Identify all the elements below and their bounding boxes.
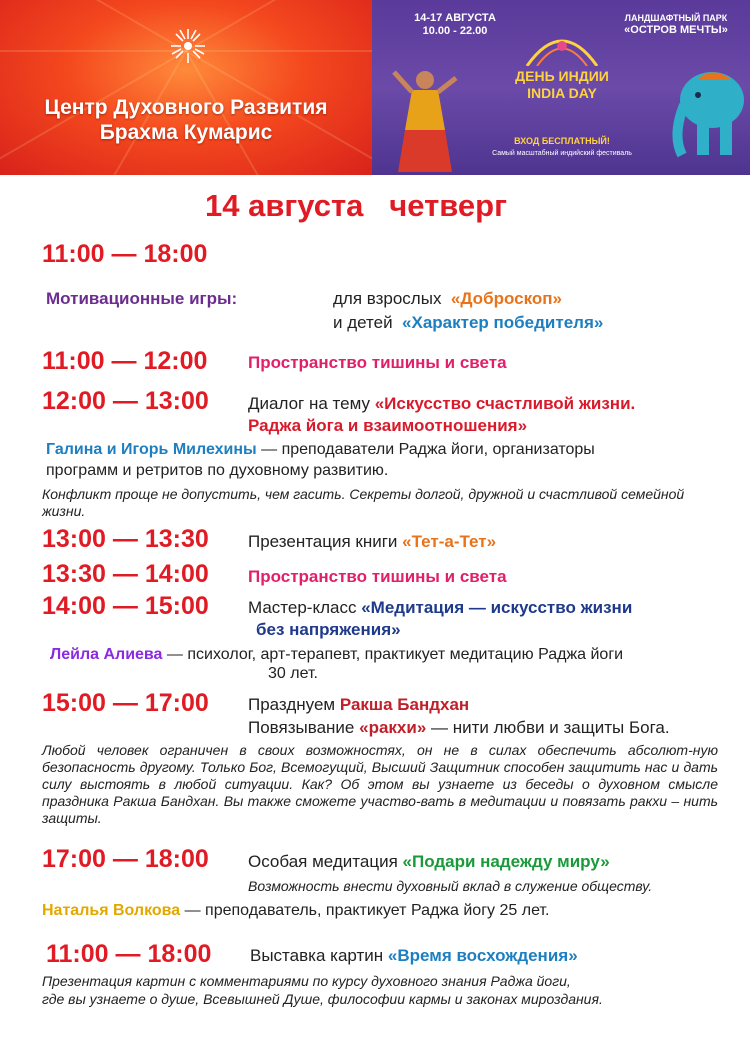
meditation-note: Возможность внести духовный вклад в служение обществу. (248, 878, 653, 894)
brahma-kumaris-logo-icon (170, 28, 206, 64)
center-name-line2: Брахма Кумарис (99, 121, 273, 144)
time-slot-5: 13:30 — 14:00 (42, 560, 209, 588)
venue-line1: ЛАНДШАФТНЫЙ ПАРК (624, 13, 728, 23)
exhibition-prefix: Выставка картин (250, 946, 384, 965)
exhibition-note-2: где вы узнаете о душе, Всевышней Душе, философии кармы и законах мироздания. (42, 991, 603, 1007)
rakhi-title: «ракхи» (359, 718, 427, 737)
dialog-title-1: «Искусство счастливой жизни. (374, 394, 636, 413)
rakhi-suffix: — нити любви и защиты Бога. (426, 718, 670, 737)
masterclass-prefix: Мастер-класс (248, 598, 357, 617)
game-harakter: «Характер победителя» (402, 313, 604, 332)
festival-dates-days: 14-17 АВГУСТА (414, 12, 496, 24)
elephant-icon (662, 55, 750, 160)
indian-arch-icon (522, 26, 602, 66)
meditation-prefix: Особая медитация (248, 852, 398, 871)
meditation-title: «Подари надежду миру» (402, 852, 610, 871)
time-slot-2: 11:00 — 12:00 (42, 347, 208, 375)
exhibition-note-1: Презентация картин с комментариями по курсу духовного знания Раджа йоги, (42, 973, 571, 989)
time-slot-3: 12:00 — 13:00 (42, 387, 209, 415)
book-title: «Тет-а-Тет» (402, 532, 497, 551)
game-dobroskop: «Доброскоп» (450, 289, 562, 308)
masterclass-line (248, 598, 632, 618)
speaker-desc-aliyeva: — психолог, арт-терапевт, практикует медитацию Раджа йоги (162, 646, 624, 663)
speakers-desc-1: — преподаватели Раджа йоги, организаторы (256, 441, 595, 458)
dancer-icon (390, 60, 460, 175)
time-slot-7: 15:00 — 17:00 (42, 689, 209, 717)
games-adults-text: для взрослых (333, 289, 442, 308)
brahma-kumaris-banner (0, 0, 372, 175)
rakhi-prefix: Повязывание (248, 718, 355, 737)
date-title: 14 августа четверг (204, 188, 508, 223)
raksha-line (248, 695, 469, 715)
dialog-title-2: Раджа йога и взаимоотношения» (248, 416, 528, 435)
masterclass-title-1: «Медитация — искусство жизни (361, 598, 633, 617)
dialog-prefix: Диалог на тему (248, 394, 370, 413)
time-slot-6: 14:00 — 15:00 (42, 592, 209, 620)
time-slot-9: 11:00 — 18:00 (46, 940, 212, 968)
speaker-name-aliyeva: Лейла Алиева (50, 646, 163, 663)
speaker-desc-volkova: — преподаватель, практикует Раджа йогу 25 лет. (180, 902, 550, 919)
silence-space-title-2: Пространство тишины и света (248, 567, 507, 586)
raksha-title: Ракша Бандхан (339, 695, 470, 714)
festival-title-en: INDIA DAY (527, 85, 597, 101)
speaker-name-volkova: Наталья Волкова (42, 902, 181, 919)
games-kids-line (333, 313, 603, 333)
festival-dates (380, 12, 530, 38)
dialog-line (248, 394, 635, 414)
book-line (248, 532, 496, 552)
exhibition-line (250, 946, 578, 966)
speaker-years-aliyeva: 30 лет. (268, 665, 318, 682)
time-slot-1: 11:00 — 18:00 (42, 240, 208, 268)
india-day-banner (372, 0, 750, 175)
speaker-line-volkova (42, 902, 549, 920)
meditation-line (248, 852, 610, 872)
speakers-line (46, 441, 595, 459)
venue-line2: «ОСТРОВ МЕЧТЫ» (624, 24, 728, 36)
exhibition-title: «Время восхождения» (387, 946, 578, 965)
festival-venue (610, 12, 742, 36)
festival-subtitle: Самый масштабный индийский фестиваль (492, 150, 632, 157)
rakhi-line (248, 718, 670, 738)
games-adults-line (333, 289, 562, 309)
games-kids-text: и детей (333, 313, 393, 332)
games-label: Мотивационные игры: (46, 289, 238, 308)
speakers-names: Галина и Игорь Милехины (46, 441, 257, 458)
festival-title-ru: ДЕНЬ ИНДИИ (515, 68, 609, 84)
time-slot-8: 17:00 — 18:00 (42, 845, 209, 873)
raksha-note: Любой человек ограничен в своих возможностях, он не в силах обеспечить абсолют-ную безопасность другому. Только Бог, Всемогущий, Высший Защитник способен защитить нас и дать силу выстоять в любой ситуации. Как? Об этом вы узнаете из беседы о духовном смысле праздника Ракша Бандхан. Вы также сможете участво-вать в медитации и повязать ракхи – нить защиты. (42, 742, 718, 826)
time-slot-4: 13:00 — 13:30 (42, 525, 209, 553)
masterclass-title-2: без напряжения» (256, 620, 401, 639)
header-banner (0, 0, 750, 175)
book-prefix: Презентация книги (248, 532, 398, 551)
festival-title (472, 68, 652, 102)
free-entry-label: ВХОД БЕСПЛАТНЫЙ! (514, 136, 610, 146)
raksha-prefix: Празднуем (248, 695, 336, 714)
speakers-desc-2: программ и ретритов по духовному развитию. (46, 462, 389, 479)
silence-space-title-1: Пространство тишины и света (248, 353, 507, 372)
festival-dates-hours: 10.00 - 22.00 (422, 25, 488, 37)
speaker-line-aliyeva (50, 646, 623, 664)
dialog-note: Конфликт проще не допустить, чем гасить. Секреты долгой, дружной и счастливой семейной жизни. (42, 486, 685, 519)
center-name-line1: Центр Духовного Развития (44, 96, 328, 119)
